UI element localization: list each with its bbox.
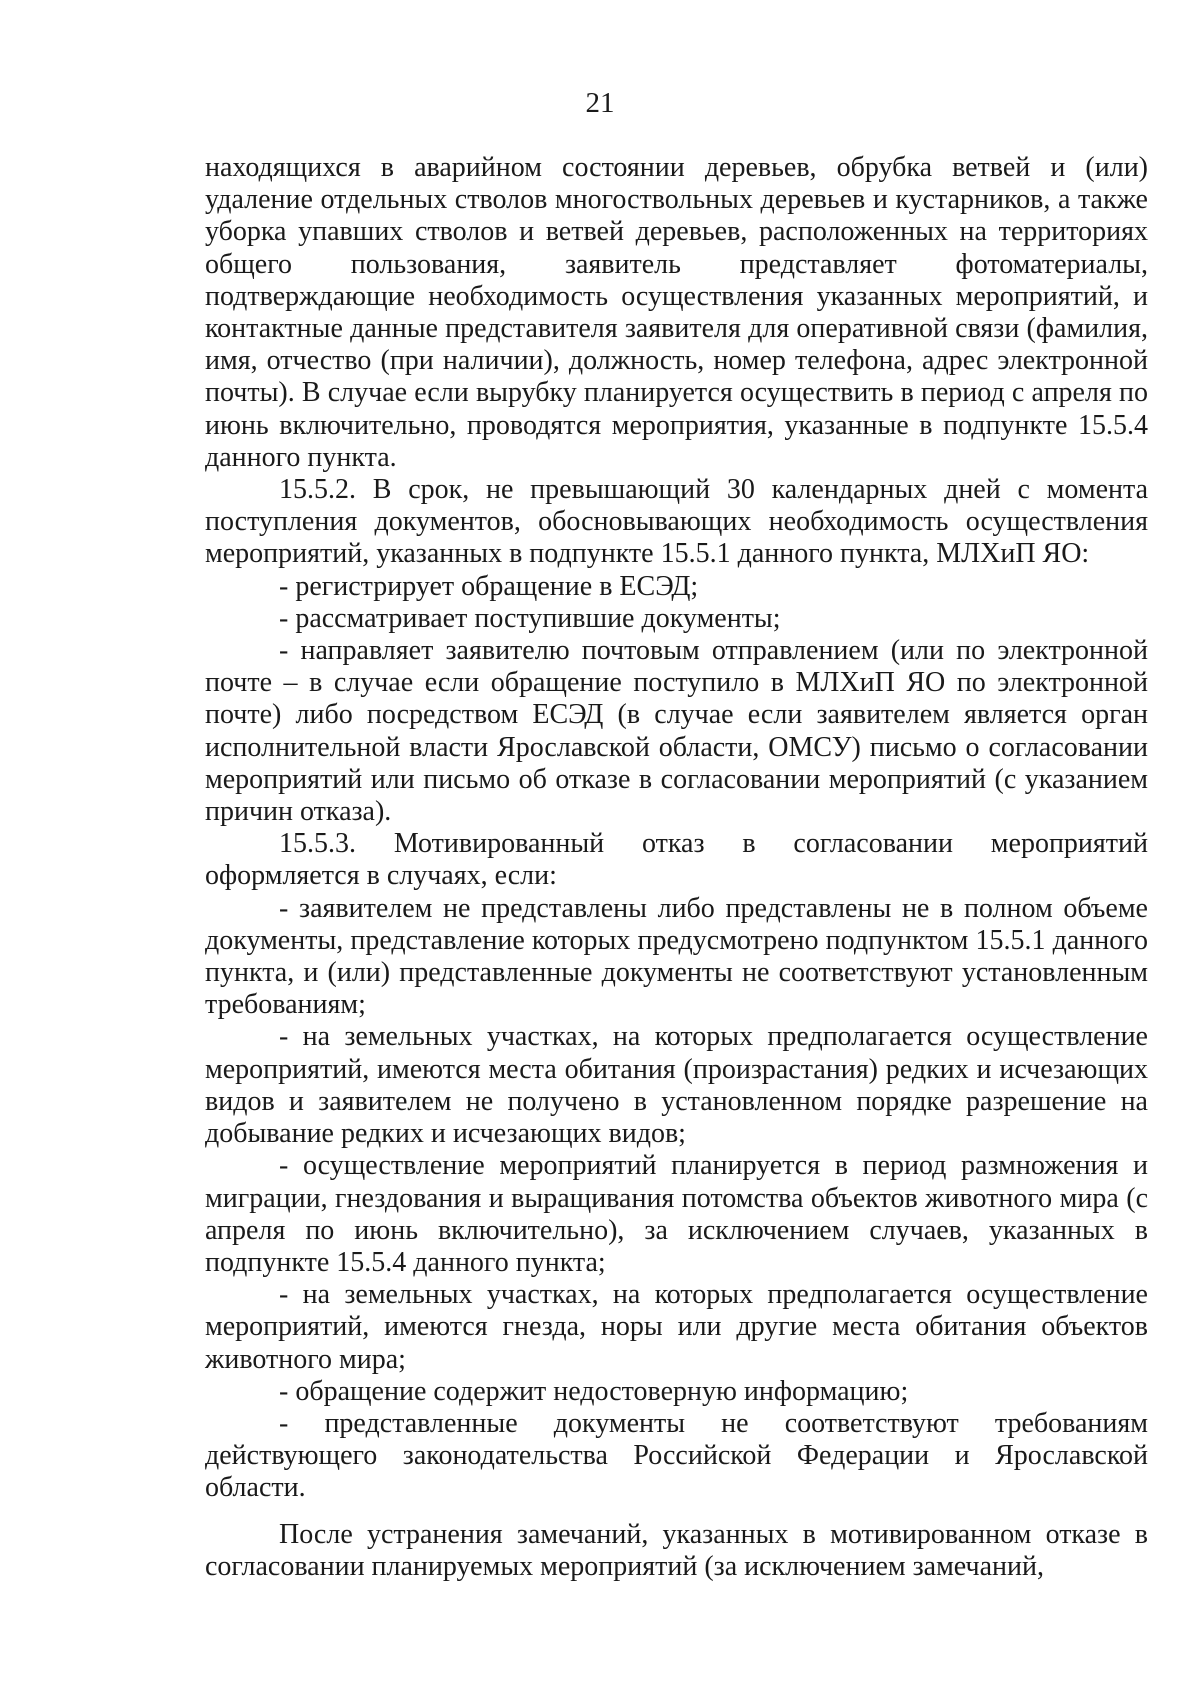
list-item-nests: - на земельных участках, на которых предполагается осуществление мероприятий, имеются гнезда, норы или другие места обитания объектов животного мира; (205, 1279, 1148, 1375)
list-item-register: - регистрирует обращение в ЕСЭД; (279, 570, 699, 602)
document-body (205, 152, 1148, 1583)
paragraph-15-5-2: 15.5.2. В срок, не превышающий 30 календарных дней с момента поступления документов, обосновывающих необходимость осуществления мероприятий, указанных в подпункте 15.5.1 данного пункта, МЛХиП ЯО: (205, 474, 1148, 570)
paragraph-continuation: находящихся в аварийном состоянии деревьев, обрубка ветвей и (или) удаление отдельных стволов многоствольных деревьев и кустарников, а также уборка упавших стволов и ветвей деревьев, расположенных на территориях общего пользования, заявитель представляет фотоматериалы, подтверждающие необходимость осуществления указанных мероприятий, и контактные данные представителя заявителя для оперативной связи (фамилия, имя, отчество (при наличии), должность, номер телефона, адрес электронной почты). В случае если вырубку планируется осуществить в период с апреля по июнь включительно, проводятся мероприятия, указанные в подпункте 15.5.4 данного пункта. (205, 152, 1148, 473)
paragraph-15-5-3: 15.5.3. Мотивированный отказ в согласовании мероприятий оформляется в случаях, если: (205, 828, 1148, 892)
list-item-rare-species: - на земельных участках, на которых предполагается осуществление мероприятий, имеются места обитания (произрастания) редких и исчезающих видов и заявителем не получено в установленном порядке разрешение на добывание редких и исчезающих видов; (205, 1021, 1148, 1150)
list-item-non-compliance: - представленные документы не соответствуют требованиям действующего законодательства Российской Федерации и Ярославской области. (205, 1407, 1148, 1504)
page-number: 21 (585, 87, 615, 119)
paragraph-after-correction: После устранения замечаний, указанных в мотивированном отказе в согласовании планируемых мероприятий (за исключением замечаний, (205, 1518, 1148, 1582)
list-item-review: - рассматривает поступившие документы; (279, 602, 781, 634)
list-item-documents-missing: - заявителем не представлены либо представлены не в полном объеме документы, представление которых предусмотрено подпунктом 15.5.1 данного пункта, и (или) представленные документы не соответствуют установленным требованиям; (205, 892, 1148, 1021)
list-item-false-info: - обращение содержит недостоверную информацию; (279, 1375, 909, 1407)
list-item-send-letter: - направляет заявителю почтовым отправлением (или по электронной почте – в случае если обращение поступило в МЛХиП ЯО по электронной почте) либо посредством ЕСЭД (в случае если заявителем является орган исполнительной власти Ярославской области, ОМСУ) письмо о согласовании мероприятий или письмо об отказе в согласовании мероприятий (с указанием причин отказа). (205, 635, 1148, 828)
list-item-breeding-period: - осуществление мероприятий планируется в период размножения и миграции, гнездования и выращивания потомства объектов животного мира (с апреля по июнь включительно), за исключением случаев, указанных в подпункте 15.5.4 данного пункта; (205, 1150, 1148, 1278)
